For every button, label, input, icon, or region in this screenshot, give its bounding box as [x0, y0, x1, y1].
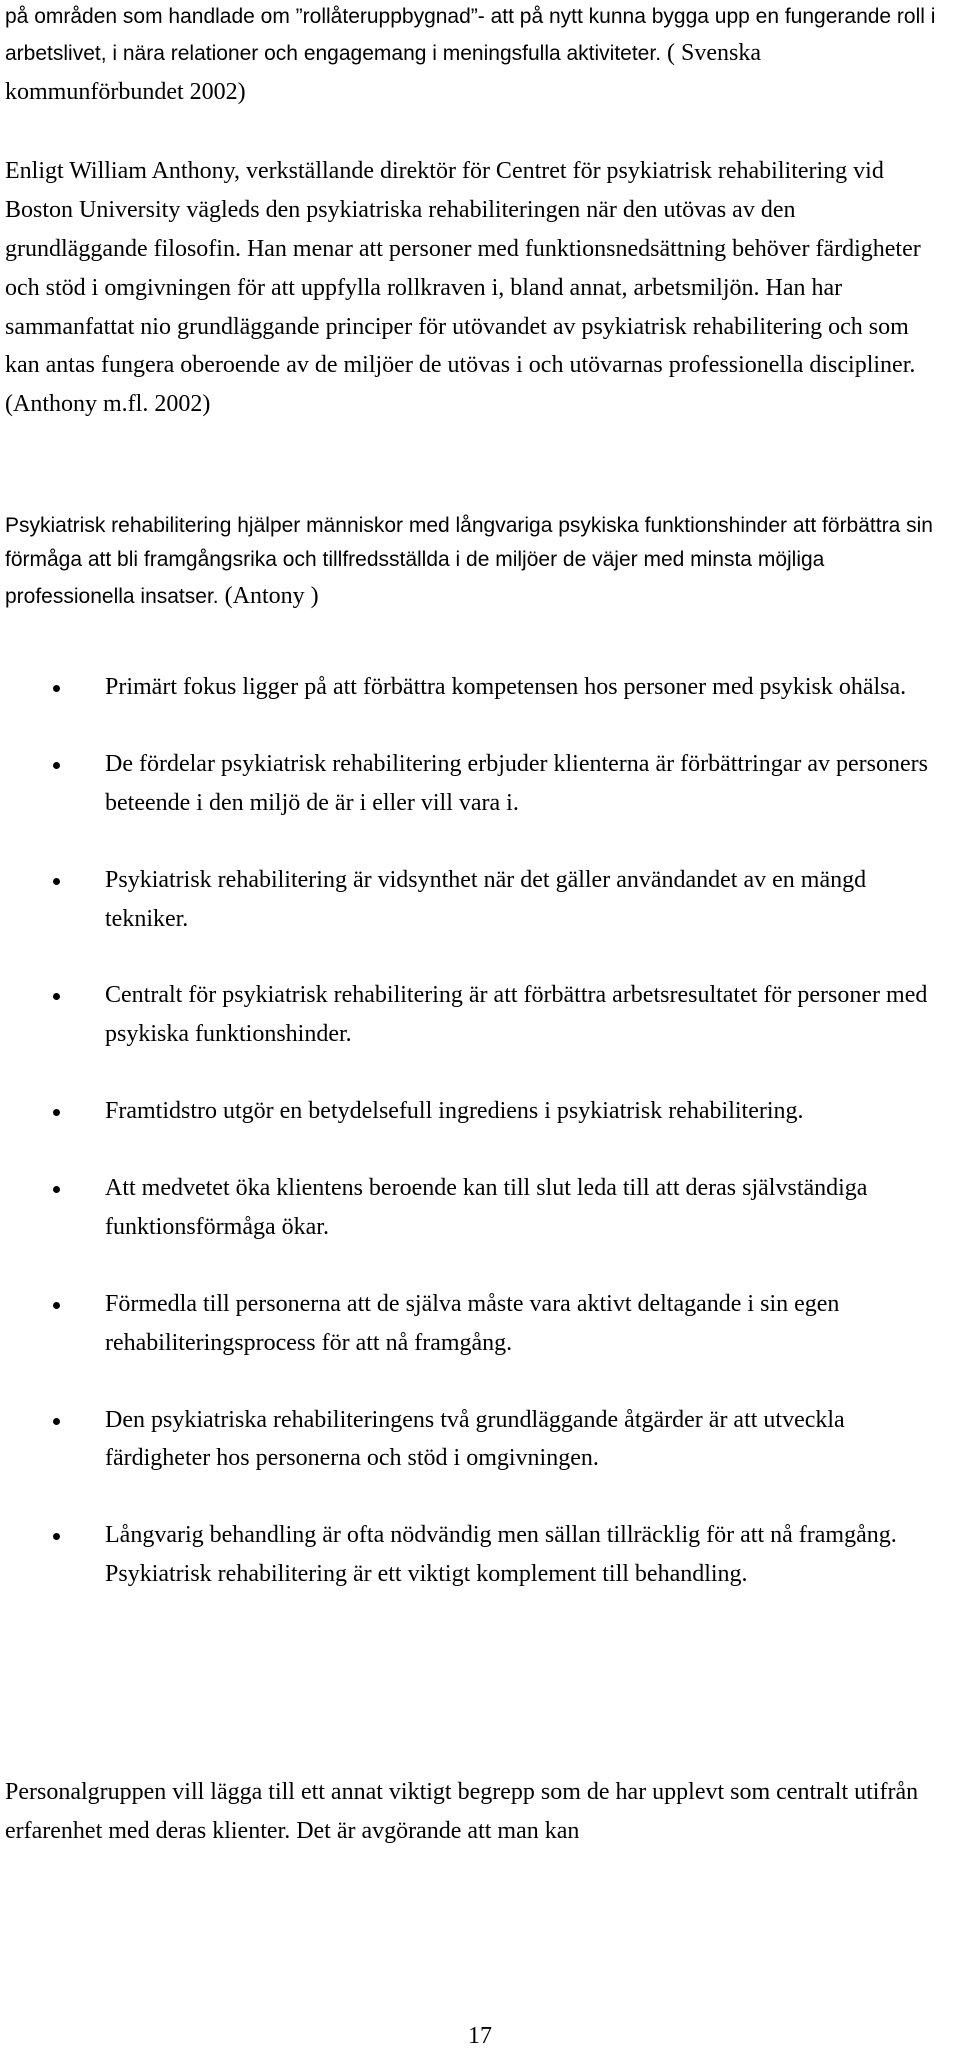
- page-number: 17: [468, 2023, 492, 2049]
- bullet-icon: [53, 1533, 60, 1540]
- list-item-text: Centralt för psykiatrisk rehabilitering är att förbättra arbetsresultatet för personer med psykiska funktionshinder.: [105, 982, 928, 1048]
- list-item: [0, 745, 935, 823]
- intro-citation: ( Svenska kommunförbundet 2002): [5, 40, 762, 105]
- list-item: [0, 861, 935, 939]
- definition-text: Psykiatrisk rehabilitering hjälper människor med långvariga psykiska funktionshinder att förbättra sin förmåga att bli framgångsrika och tillfredsställda i de miljöer de väjer med minsta möjliga professionella insatser.: [5, 514, 933, 609]
- bullet-icon: [53, 1418, 60, 1425]
- list-item: [0, 1169, 935, 1247]
- intro-text: på områden som handlade om ”rollåteruppbygnad”- att på nytt kunna bygga upp en fungerande roll i arbetslivet, i nära relationer och engagemang i meningsfulla aktiviteter.: [5, 5, 936, 66]
- intro-paragraph: [5, 0, 940, 112]
- list-item-text: De fördelar psykiatrisk rehabilitering erbjuder klienterna är förbättringar av personers beteende i den miljö de är i eller vill vara i.: [105, 750, 928, 816]
- definition-paragraph: [5, 509, 940, 616]
- list-item-text: Psykiatrisk rehabilitering är vidsynthet när det gäller användandet av en mängd tekniker.: [105, 866, 867, 932]
- list-item: [0, 1516, 935, 1594]
- bullet-icon: [53, 878, 60, 885]
- list-item: [0, 1285, 935, 1363]
- bullet-icon: [53, 1302, 60, 1309]
- list-item-text: Primärt fokus ligger på att förbättra kompetensen hos personer med psykisk ohälsa.: [105, 674, 907, 700]
- bullet-icon: [53, 1109, 60, 1116]
- list-item-text: Framtidstro utgör en betydelsefull ingrediens i psykiatrisk rehabilitering.: [105, 1098, 804, 1125]
- list-item: [0, 1092, 935, 1131]
- bullet-icon: [53, 762, 60, 769]
- anthony-paragraph: Enligt William Anthony, verkställande direktör för Centret för psykiatrisk rehabilitering vid Boston University vägleds den psykiatriska rehabiliteringen när den utövas av den grundläggande filosofin. Han menar att personer med funktionsnedsättning behöver färdigheter och stöd i omgivningen för att uppfylla rollkraven i, bland annat, arbetsmiljön. Han har sammanfattat nio grundläggande principer för utövandet av psykiatrisk rehabilitering och som kan antas fungera oberoende av de miljöer de utövas i och utövarnas professionella discipliner. (Anthony m.fl. 2002): [5, 158, 921, 418]
- list-item-text: Den psykiatriska rehabiliteringens två grundläggande åtgärder är att utveckla färdigheter hos personerna och stöd i omgivningen.: [105, 1406, 845, 1472]
- list-item: [0, 668, 935, 707]
- list-item: [0, 1401, 935, 1479]
- list-item-text: Förmedla till personerna att de själva måste vara aktivt deltagande i sin egen rehabiliteringsprocess för att nå framgång.: [105, 1290, 840, 1356]
- bullet-icon: [53, 1186, 60, 1193]
- bullet-icon: [53, 685, 60, 692]
- definition-citation: (Antony ): [218, 583, 319, 610]
- list-item-text: Långvarig behandling är ofta nödvändig men sällan tillräcklig för att nå framgång. Psykiatrisk rehabilitering är ett viktigt komplement till behandling.: [105, 1522, 897, 1588]
- principles-list: [0, 668, 960, 1632]
- closing-paragraph: Personalgruppen vill lägga till ett annat viktigt begrepp som de har upplevt som centralt utifrån erfarenhet med deras klienter. Det är avgörande att man kan: [5, 1779, 919, 1844]
- list-item-text: Att medvetet öka klientens beroende kan till slut leda till att deras självständiga funktionsförmåga ökar.: [105, 1175, 868, 1240]
- list-item: [0, 976, 935, 1054]
- bullet-icon: [53, 993, 60, 1000]
